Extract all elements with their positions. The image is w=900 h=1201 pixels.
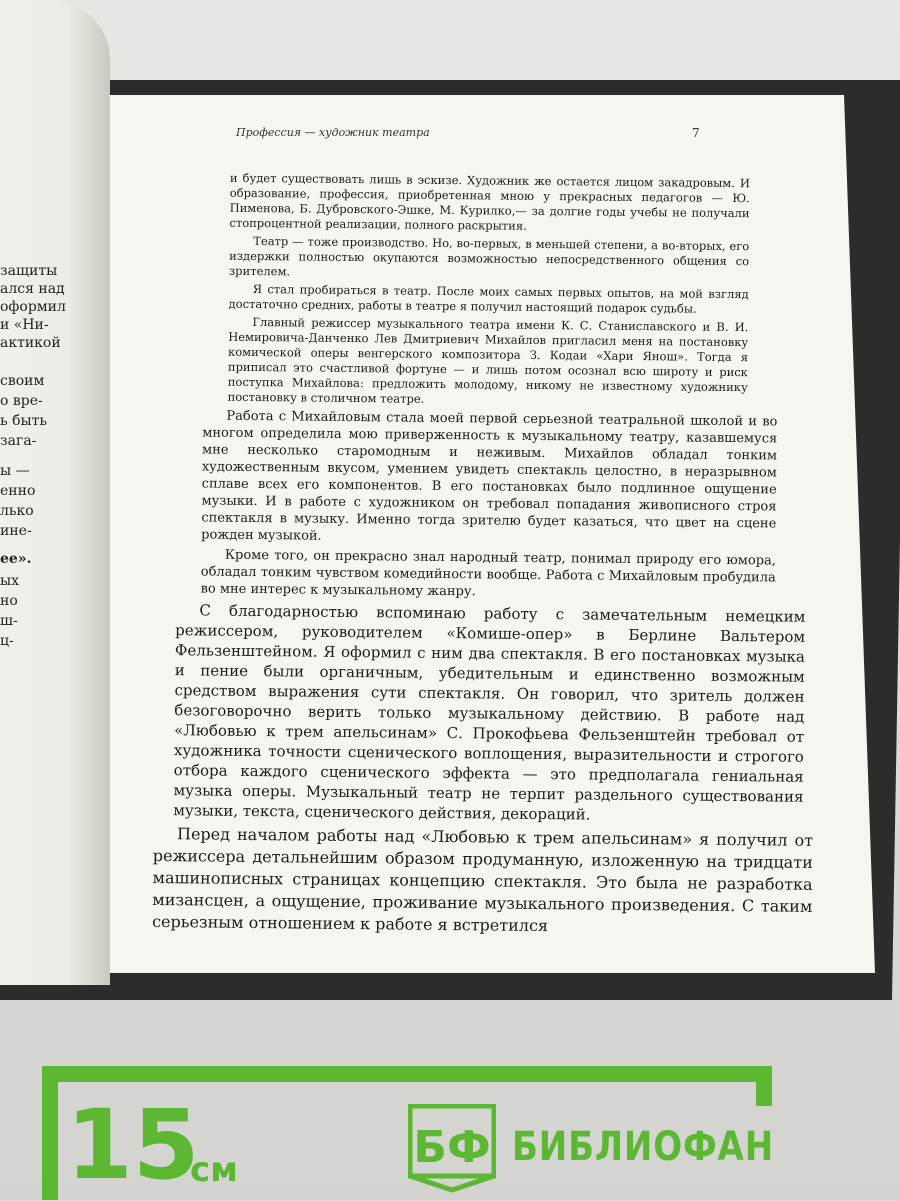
body-text (152, 170, 820, 943)
left-page-fragment: ался над (0, 281, 65, 297)
ruler-left-tick (42, 1066, 58, 1200)
page-number: 7 (692, 126, 700, 140)
paragraph-8: Перед началом работы над «Любовью к трем апельсинам» я получил от режиссера детальнейшим образом продуманную, изложенную на тридцати машинописных страницах концепцию спектакля. Это была не разработка мизансцен, а ощущение, проживание музыкального произведения. С таким серьезным отношением к работе я встретился (152, 824, 814, 936)
left-page-fragment: ине- (0, 523, 32, 539)
left-page-fragment: своим (0, 373, 45, 389)
left-page-fragment: енно (0, 483, 36, 499)
paragraph-2: Театр — тоже производство. Но, во-первых, в меньшей степени, а во-вторых, его издержки полностью окупаются возможностью непосредственного общения со зрителем. (228, 233, 750, 279)
paragraph-3: Я стал пробираться в театр. После моих самых первых опытов, на мой взгляд достаточно средних, работы в театре я получил настоящий подарок судьбы. (228, 281, 749, 316)
logo-letters: БФ (413, 1122, 491, 1173)
ruler-right-tick (756, 1066, 772, 1106)
running-head: Профессия — художник театра (236, 126, 430, 139)
size-value: 15 (66, 1089, 200, 1201)
book-logo-icon (408, 1104, 496, 1194)
size-unit: см (190, 1150, 238, 1190)
ruler-band (42, 1066, 772, 1082)
left-page-fragment: ых (0, 573, 20, 589)
left-page-fragment: загa- (0, 433, 37, 449)
paragraph-1: и будет существовать лишь в эскизе. Художник же остается лицом закадровым. И образование, профессия, приобретенная мною у прекрасных педагогов — Ю. Пименова, Б. Дубровского-Эшке, М. Курилко,— за долгие годы учебы не получали стопроцентной реализации, полного раскрытия. (229, 170, 750, 233)
left-page-fragment: ь быть (0, 413, 48, 429)
left-page-fragment: актикой (0, 335, 61, 351)
paragraph-7: С благодарностью вспоминаю работу с замечательным немецким режиссером, руководителем «Комише-опер» в Берлине Вальтером Фельзенштейном. Я оформил с ним два спектакля. В его постановках музыка и пение были органичным, убедительным и единственно возможным средством выражения сути спектакля. Он говорил, что зритель должен безоговорочно верить только музыкальному действию. В работе над «Любовью к трем апельсинам» С. Прокофьева Фельзенштейн требовал от художника точности сценического воплощения, выразительности и строгого отбора каждого сценического эффекта — это предполагала гениальная музыка оперы. Музыкальный театр не терпит раздельного существования музыки, текста, сценического действия, декораций. (173, 601, 806, 824)
left-page-fragment: ц- (0, 633, 14, 649)
left-page-fragment: защиты (0, 263, 58, 279)
left-page-fragment: ее». (0, 551, 32, 567)
paragraph-4: Главный режиссер музыкального театра имени К. С. Станиславского и В. И. Немировича-Данченко Лев Дмитриевич Михайлов пригласил меня на постановку комической оперы венгерского композитора З. Кодаи «Хари Янош». Тогда я приписал это счастливой фортуне — и лишь потом осознал всю широту и риск поступка Михайлова: предложить молодому, никому не известному художнику постановку в столичном театре. (227, 314, 749, 406)
paragraph-5: Работа с Михайловым стала моей первой серьезной театральной школой и во многом определила мою приверженность к музыкальному театру, казавшемуся мне несколько старомодным и неживым. Михайлов обладал тонким художественным вкусом, умением увидеть спектакль целостно, в неразрывном сплаве всех его компонентов. В его постановках было подлинное ощущение музыки. И в работе с художником он требовал попадания живописного строя спектакля в музыку. Именно тогда зрителю будет казаться, что цвет на сцене рожден музыкой. (201, 408, 778, 544)
left-page-fragment: ы — (0, 463, 30, 479)
left-page-fragment: но (0, 593, 18, 609)
left-page-fragment: о вре- (0, 393, 43, 409)
paragraph-6: Кроме того, он прекрасно знал народный театр, понимал природу его юмора, обладал тонким чувством комедийности вообще. Работа с Михайловым пробудила во мне интерес к музыкальному жанру. (200, 547, 777, 600)
left-page-fragment: лько (0, 503, 34, 519)
brand-name: БИБЛИОФАН (512, 1124, 775, 1170)
left-page-fragment: оформил (0, 299, 66, 315)
left-page (0, 0, 110, 985)
left-page-fragment: и «Ни- (0, 317, 49, 333)
left-page-fragment: ш- (0, 613, 18, 629)
